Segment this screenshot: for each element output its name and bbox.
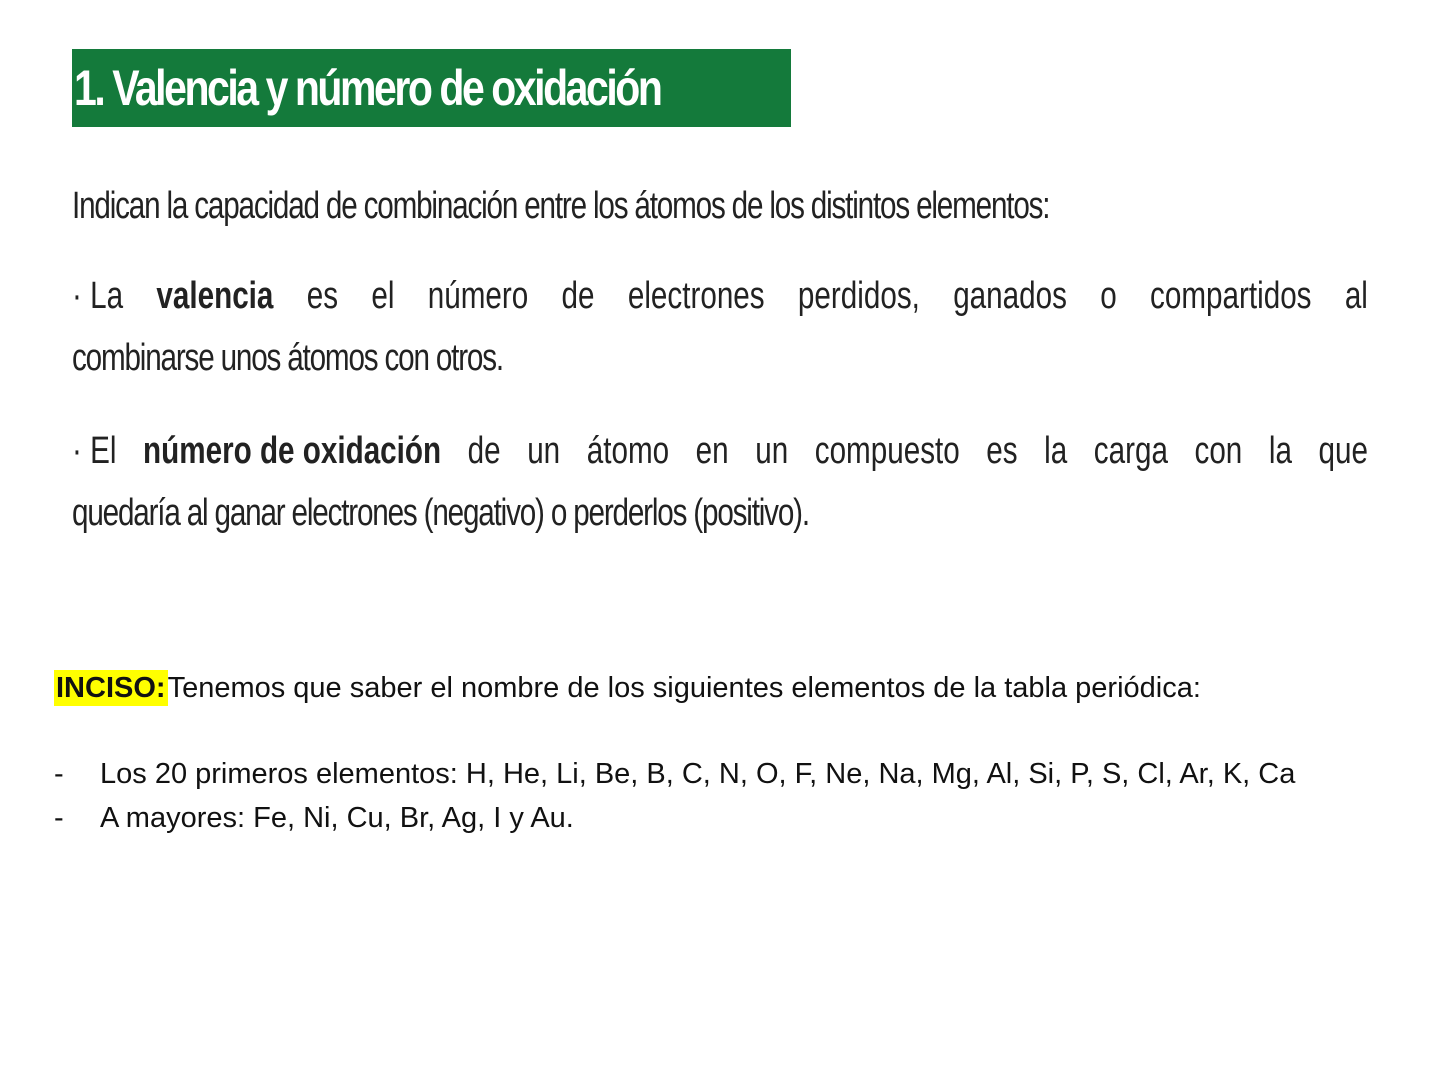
oxidacion-line-1 (72, 420, 1368, 482)
list-dash: - (54, 758, 64, 790)
list-dash: - (54, 802, 64, 834)
valencia-word: es (306, 275, 339, 317)
inciso-label: INCISO: (56, 672, 166, 704)
valencia-word: o (1100, 275, 1117, 317)
oxidacion-word: con (1194, 430, 1243, 472)
valencia-lead: · La (72, 275, 124, 317)
inciso-text: Tenemos que saber el nombre de los siguientes elementos de la tabla periódica: (167, 672, 1201, 704)
section-title-box (72, 49, 791, 127)
elements-list (54, 752, 1295, 840)
valencia-line-2-text: combinarse unos átomos con otros. (72, 337, 503, 379)
valencia-term: valencia (156, 275, 274, 317)
inciso-note (54, 666, 1201, 710)
list-item-text: A mayores: Fe, Ni, Cu, Br, Ag, I y Au. (100, 802, 574, 834)
oxidacion-word: un (755, 430, 789, 472)
oxidacion-word: un (527, 430, 561, 472)
intro-paragraph (72, 180, 1368, 232)
oxidacion-word: la (1268, 430, 1292, 472)
valencia-line-1 (72, 265, 1368, 327)
oxidacion-line-1-inner (72, 420, 1368, 482)
oxidacion-word: de (467, 430, 501, 472)
oxidacion-word: átomo (586, 430, 670, 472)
valencia-word: ganados (953, 275, 1067, 317)
oxidacion-word: carga (1093, 430, 1168, 472)
oxidacion-line-2-text: quedaría al ganar electrones (negativo) o perderlos (positivo). (72, 492, 809, 534)
valencia-word: de (561, 275, 595, 317)
oxidacion-line-2 (72, 482, 1368, 544)
list-item-text: Los 20 primeros elementos: H, He, Li, Be, B, C, N, O, F, Ne, Na, Mg, Al, Si, P, S, Cl, Ar, K, Ca (100, 758, 1296, 790)
oxidacion-word: que (1318, 430, 1368, 472)
section-title: 1. Valencia y número de oxidación (74, 60, 661, 116)
valencia-word: compartidos (1150, 275, 1312, 317)
oxidacion-paragraph (72, 420, 1368, 544)
valencia-line-1-inner (72, 265, 1368, 327)
list-item (54, 796, 1295, 840)
list-item (54, 752, 1295, 796)
oxidacion-word: en (695, 430, 729, 472)
valencia-word: perdidos, (797, 275, 920, 317)
valencia-word: el (371, 275, 395, 317)
oxidacion-word: es (986, 430, 1018, 472)
valencia-word: electrones (627, 275, 765, 317)
valencia-paragraph (72, 265, 1368, 389)
oxidacion-word: la (1044, 430, 1068, 472)
intro-text: Indican la capacidad de combinación entre los átomos de los distintos elementos: (72, 185, 1050, 227)
oxidacion-lead: · El (72, 430, 117, 472)
valencia-line-2 (72, 327, 1368, 389)
valencia-word: número (427, 275, 529, 317)
oxidacion-term: número de oxidación (143, 430, 442, 472)
oxidacion-word: compuesto (814, 430, 960, 472)
valencia-word: al (1344, 275, 1368, 317)
